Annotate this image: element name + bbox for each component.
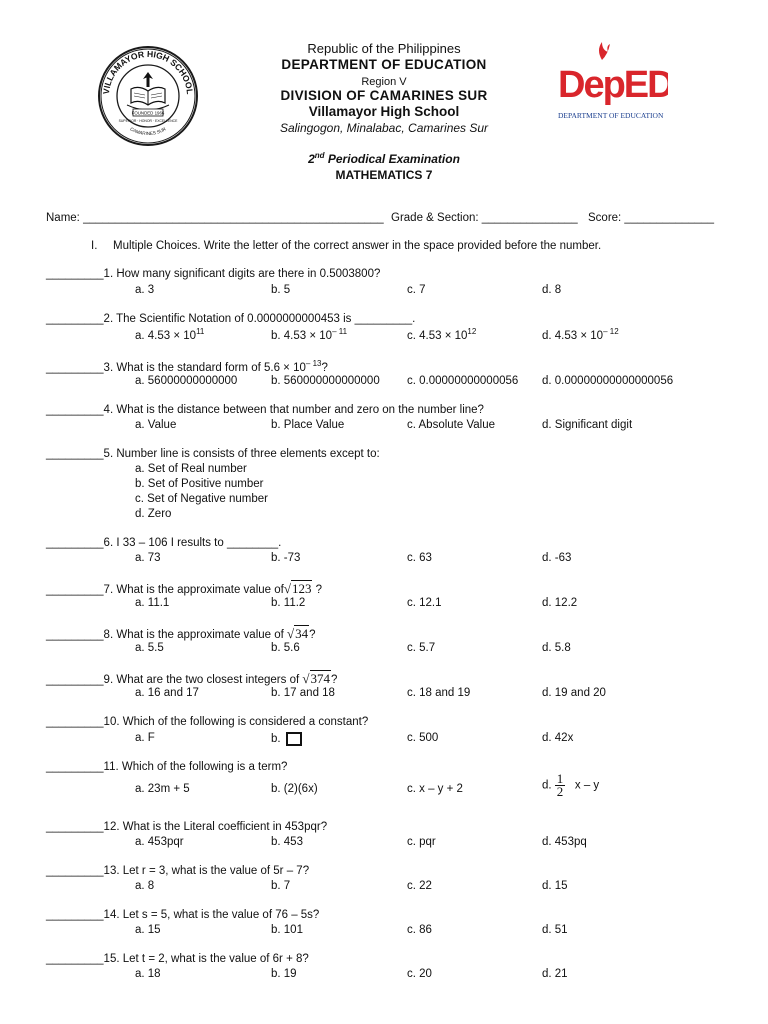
school-name: Villamayor High School bbox=[308, 104, 460, 119]
option-c: c. 22 bbox=[407, 880, 432, 892]
option-b: b. 11.2 bbox=[271, 597, 306, 609]
seal-motto-text: SUPERIOR · HONOR · EXCELLENCE bbox=[118, 119, 178, 123]
option-b: b. 560000000000000 bbox=[271, 375, 380, 387]
region-heading: Region V bbox=[361, 76, 407, 88]
deped-brand-text: DepED bbox=[558, 64, 668, 106]
option-d: d. 21 bbox=[542, 968, 568, 980]
option-a: a. 56000000000000 bbox=[135, 375, 238, 387]
seal-ring-text: VILLAMAYOR HIGH SCHOOL bbox=[100, 48, 196, 95]
question-stem: _________4. What is the distance between that number and zero on the number line? bbox=[46, 404, 484, 416]
option-c: c. 20 bbox=[407, 968, 432, 980]
option-d: d. Significant digit bbox=[542, 419, 633, 431]
option-c: c. x – y + 2 bbox=[407, 783, 463, 795]
question-stem: _________3. What is the standard form of $5.6 \times 10^{- 13}$? bbox=[46, 359, 328, 374]
instruction-text: Multiple Choices. Write the letter of the correct answer in the space provided before the number. bbox=[113, 240, 602, 252]
option-c: c. 18 and 19 bbox=[407, 687, 471, 699]
grade-section-field[interactable]: Grade & Section: _______________ bbox=[391, 212, 578, 224]
option-c: c. 0.00000000000056 bbox=[407, 375, 519, 387]
subject-title: MATHEMATICS 7 bbox=[335, 168, 433, 182]
question-stem: _________15. Let t = 2, what is the value of 6r + 8? bbox=[46, 953, 309, 965]
option-d: d. 51 bbox=[542, 924, 568, 936]
option-a: a. 5.5 bbox=[135, 642, 164, 654]
question-stem: _________6. I 33 – 106 I results to ________. bbox=[46, 537, 282, 549]
option-d: d. $\frac{1}{2}$ x – y bbox=[542, 771, 600, 799]
question-stem: _________2. The Scientific Notation of 0.0000000000453 is _________. bbox=[46, 313, 416, 325]
option-a: a. 3 bbox=[135, 284, 155, 296]
option-d: d. $4.53 \times 10^{- 12}$ bbox=[542, 327, 619, 342]
option-d: d. 12.2 bbox=[542, 597, 578, 609]
seal-founded-text: FOUNDED 1966 bbox=[131, 110, 165, 116]
option-d: d. 0.00000000000000056 bbox=[542, 375, 674, 387]
question-stem: _________13. Let r = 3, what is the value of 5r – 7? bbox=[46, 865, 310, 877]
option-c: c. 63 bbox=[407, 552, 432, 564]
name-field[interactable]: Name: _______________________________________________ bbox=[46, 212, 384, 224]
option-c: c. 12.1 bbox=[407, 597, 442, 609]
option-a: a. 453pqr bbox=[135, 836, 184, 848]
question-stem: _________8. What is the approximate value of √34? bbox=[46, 626, 316, 641]
option-a: a. 11.1 bbox=[135, 597, 170, 609]
option-b: b. 5.6 bbox=[271, 642, 300, 654]
option-b: b. 19 bbox=[271, 968, 297, 980]
option-a: a. 73 bbox=[135, 552, 161, 564]
square-root-icon: √123 bbox=[283, 581, 312, 596]
list-item: c. Set of Negative number bbox=[135, 493, 268, 505]
school-address: Salingogon, Minalabac, Camarines Sur bbox=[279, 121, 489, 135]
question-stem: _________12. What is the Literal coefficient in 453pqr? bbox=[46, 821, 328, 833]
square-root-icon: √34 bbox=[287, 626, 309, 641]
option-c: c. 500 bbox=[407, 732, 439, 744]
division-heading: DIVISION OF CAMARINES SUR bbox=[280, 88, 488, 103]
option-b: b. (2)(6x) bbox=[271, 783, 318, 795]
question-stem: _________1. How many significant digits are there in 0.5003800? bbox=[46, 268, 381, 280]
option-a: a. 8 bbox=[135, 880, 155, 892]
seal-place-text: CAMARINES SUR bbox=[129, 126, 167, 137]
option-d: d. 453pq bbox=[542, 836, 587, 848]
option-d: d. 42x bbox=[542, 732, 574, 744]
option-d: d. -63 bbox=[542, 552, 572, 564]
option-a: a. 23m + 5 bbox=[135, 783, 190, 795]
option-c: c. 7 bbox=[407, 284, 426, 296]
option-c: c. 5.7 bbox=[407, 642, 436, 654]
option-b: b. 5 bbox=[271, 284, 291, 296]
option-a: a. 15 bbox=[135, 924, 161, 936]
option-c: c. $4.53 \times 10^{12}$ bbox=[407, 327, 477, 342]
option-b: b. bbox=[271, 732, 302, 746]
option-a: a. $4.53 \times 10^{11}$ bbox=[135, 327, 205, 342]
option-c: c. 86 bbox=[407, 924, 432, 936]
option-b: b. Place Value bbox=[271, 419, 345, 431]
option-b: b. 17 and 18 bbox=[271, 687, 335, 699]
option-d: d. 5.8 bbox=[542, 642, 571, 654]
option-b: b. 7 bbox=[271, 880, 291, 892]
list-item: b. Set of Positive number bbox=[135, 478, 264, 490]
option-d: d. 15 bbox=[542, 880, 568, 892]
option-a: a. 16 and 17 bbox=[135, 687, 199, 699]
department-heading: DEPARTMENT OF EDUCATION bbox=[281, 57, 487, 72]
question-stem: _________10. Which of the following is considered a constant? bbox=[46, 716, 369, 728]
option-b: b. 453 bbox=[271, 836, 303, 848]
question-stem: _________11. Which of the following is a term? bbox=[46, 761, 288, 773]
option-a: a. F bbox=[135, 732, 155, 744]
square-symbol-icon bbox=[286, 732, 302, 746]
option-b: b. -73 bbox=[271, 552, 301, 564]
option-a: a. Value bbox=[135, 419, 177, 431]
option-b: b. 101 bbox=[271, 924, 303, 936]
question-stem: _________14. Let s = 5, what is the value of 76 – 5s? bbox=[46, 909, 320, 921]
exam-title: 2nd Periodical Examination bbox=[308, 151, 460, 166]
list-item: d. Zero bbox=[135, 508, 172, 520]
option-d: d. 8 bbox=[542, 284, 562, 296]
instruction-number: I. bbox=[91, 240, 98, 252]
question-stem: _________7. What is the approximate value of√123 ? bbox=[46, 581, 323, 596]
option-d: d. 19 and 20 bbox=[542, 687, 606, 699]
option-a: a. 18 bbox=[135, 968, 161, 980]
fraction: $\frac{1}{2}$ bbox=[556, 771, 564, 799]
deped-caption: DEPARTMENT OF EDUCATION bbox=[558, 111, 664, 120]
option-c: c. pqr bbox=[407, 836, 436, 848]
square-root-icon: √374 bbox=[302, 671, 330, 686]
question-stem: _________9. What are the two closest integers of √374? bbox=[46, 671, 338, 686]
option-c: c. Absolute Value bbox=[407, 419, 496, 431]
question-stem: _________5. Number line is consists of three elements except to: bbox=[46, 448, 380, 460]
score-field[interactable]: Score: ______________ bbox=[588, 212, 714, 224]
list-item: a. Set of Real number bbox=[135, 463, 247, 475]
republic-heading: Republic of the Philippines bbox=[307, 41, 461, 56]
option-b: b. $4.53 \times 10^{- 11}$ bbox=[271, 327, 348, 342]
